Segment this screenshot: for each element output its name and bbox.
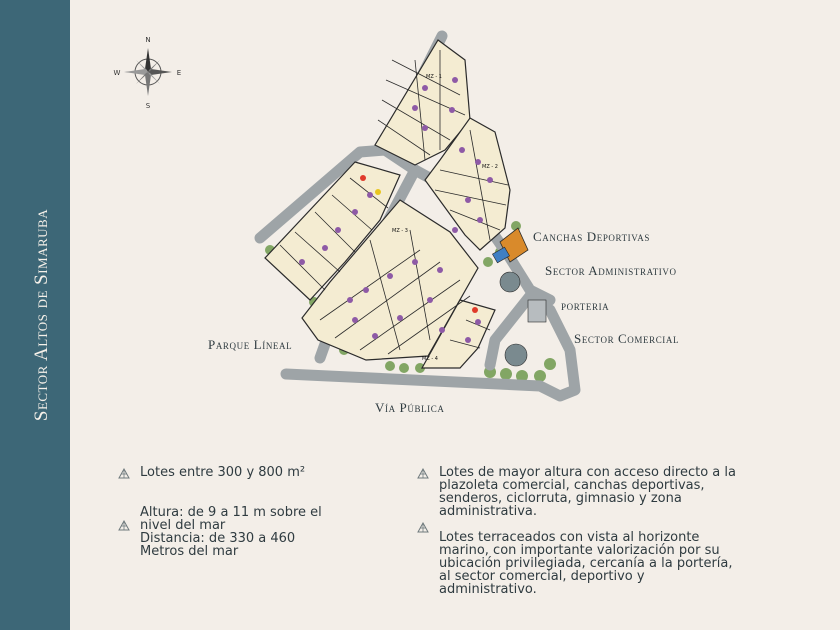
block-tag-2: MZ - 2	[482, 164, 498, 170]
compass-e-label: E	[176, 69, 182, 77]
shell-bullet-icon	[417, 468, 429, 480]
label-porteria: porteria	[561, 298, 610, 313]
feature-text: Lotes de mayor altura con acceso directo a la plazoleta comercial, canchas deportivas, senderos, ciclorruta, gimnasio y zona administrativa.	[439, 465, 736, 519]
compass-w-label: W	[113, 69, 121, 77]
feature-item	[417, 531, 817, 596]
side-band	[0, 0, 70, 630]
feature-item	[118, 466, 388, 480]
feature-text: Altura: de 9 a 11 m sobre el nivel del mar Distancia: de 330 a 460 Metros del mar	[140, 505, 322, 559]
compass-rose-icon	[114, 36, 182, 110]
feature-text: Lotes terraceados con vista al horizonte marino, con importante valorización por su ubicación privilegiada, cercanía a la portería, al sector comercial, deportivo y administrativo.	[439, 530, 733, 597]
shell-bullet-icon	[118, 468, 130, 480]
compass-s-label: S	[145, 102, 151, 110]
compass-n-label: N	[145, 36, 151, 44]
shell-bullet-icon	[417, 522, 429, 534]
label-comercial: Sector Comercial	[574, 331, 680, 346]
label-via: Vía Pública	[375, 400, 445, 415]
shell-bullet-icon	[118, 520, 130, 532]
label-parque: Parque Líneal	[208, 337, 293, 352]
block-tag-1: MZ - 1	[426, 74, 442, 80]
label-administrativo: Sector Administrativo	[545, 263, 677, 278]
gatehouse	[528, 300, 546, 322]
feature-item	[417, 466, 817, 518]
block-tag-3: MZ - 3	[392, 228, 408, 234]
admin-building	[500, 272, 520, 292]
feature-item	[118, 506, 388, 558]
commercial-building	[505, 344, 527, 366]
block-tag-4: MZ - 4	[422, 356, 438, 362]
feature-text: Lotes entre 300 y 800 m²	[140, 465, 306, 480]
sector-title: Sector Altos de Simaruba	[31, 208, 52, 422]
label-canchas: Canchas Deportivas	[533, 229, 650, 244]
